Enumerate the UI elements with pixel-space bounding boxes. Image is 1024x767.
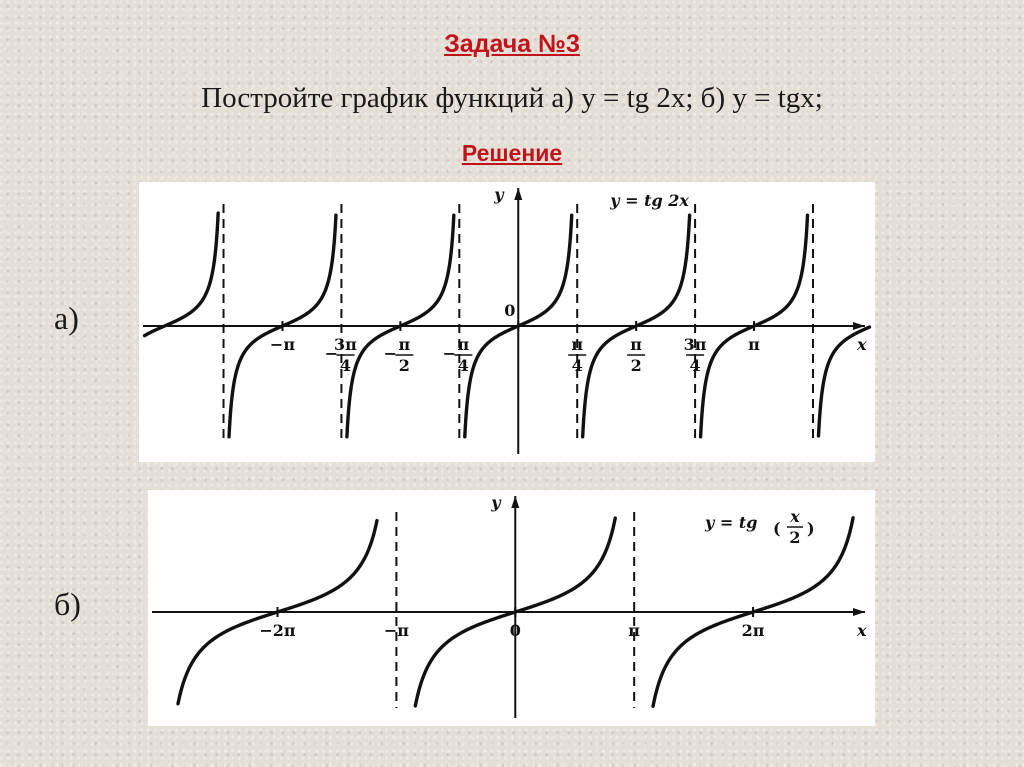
fraction-numerator: 3π bbox=[334, 335, 357, 354]
x-tick-label: −π bbox=[383, 621, 409, 640]
part-a-label: а) bbox=[54, 300, 79, 336]
x-tick-label: 2π bbox=[741, 621, 765, 640]
fraction-denominator: 4 bbox=[571, 356, 583, 375]
fraction-numerator: π bbox=[457, 335, 470, 354]
x-tick-label: −2π bbox=[259, 621, 296, 640]
x-tick-label-fraction bbox=[568, 335, 586, 375]
paren-right: ) bbox=[807, 519, 815, 538]
curve-branch bbox=[145, 213, 219, 336]
fraction-numerator: π bbox=[571, 335, 584, 354]
y-axis-label: y bbox=[494, 185, 504, 204]
fraction-sign: − bbox=[442, 344, 457, 363]
chart-title-lhs: y = tg bbox=[705, 513, 758, 532]
chart-tgx2 bbox=[148, 490, 875, 726]
x-tick-label: π bbox=[748, 335, 760, 354]
x-tick-label-fraction bbox=[325, 335, 357, 375]
fraction-denominator: 4 bbox=[457, 356, 469, 375]
fraction-denominator: 4 bbox=[689, 356, 701, 375]
fraction-denominator: 4 bbox=[339, 356, 351, 375]
x-tick-label-fraction bbox=[627, 335, 645, 375]
y-axis-arrow-icon bbox=[511, 496, 519, 508]
origin-label: 0 bbox=[504, 301, 516, 320]
x-tick-label: −π bbox=[269, 335, 296, 354]
fraction-sign: − bbox=[383, 344, 398, 363]
fraction-denominator: 2 bbox=[398, 356, 410, 375]
x-axis-label: x bbox=[857, 621, 867, 640]
chart-title bbox=[704, 507, 815, 547]
chart-title-denominator: 2 bbox=[789, 528, 801, 547]
chart-tg2x bbox=[139, 182, 875, 462]
x-tick-label: 0 bbox=[509, 621, 521, 640]
paren-left: ( bbox=[773, 519, 781, 538]
chart-title-numerator: x bbox=[790, 507, 800, 526]
task-title: Задача №3 bbox=[444, 30, 580, 58]
y-axis-label: y bbox=[491, 493, 501, 512]
fraction-numerator: 3π bbox=[683, 335, 707, 354]
fraction-numerator: π bbox=[630, 335, 643, 354]
chart-panel-tgx2 bbox=[148, 490, 875, 726]
chart-panel-tg2x bbox=[139, 182, 875, 462]
x-tick-label: π bbox=[628, 621, 641, 640]
x-axis-arrow-icon bbox=[853, 608, 865, 616]
x-axis-label: x bbox=[857, 335, 867, 354]
fraction-denominator: 2 bbox=[630, 356, 642, 375]
y-axis-arrow-icon bbox=[514, 188, 522, 200]
task-statement: Постройте график функций а) y = tg 2x; б) y = tgx; bbox=[201, 82, 823, 114]
fraction-numerator: π bbox=[398, 335, 411, 354]
solution-title: Решение bbox=[461, 140, 563, 166]
x-tick-label-fraction bbox=[443, 335, 473, 375]
fraction-sign: − bbox=[324, 344, 339, 363]
chart-title: y = tg 2x bbox=[610, 191, 689, 210]
x-tick-label-fraction bbox=[684, 335, 707, 375]
x-tick-label-fraction bbox=[384, 335, 414, 375]
part-b-label: б) bbox=[54, 586, 81, 622]
